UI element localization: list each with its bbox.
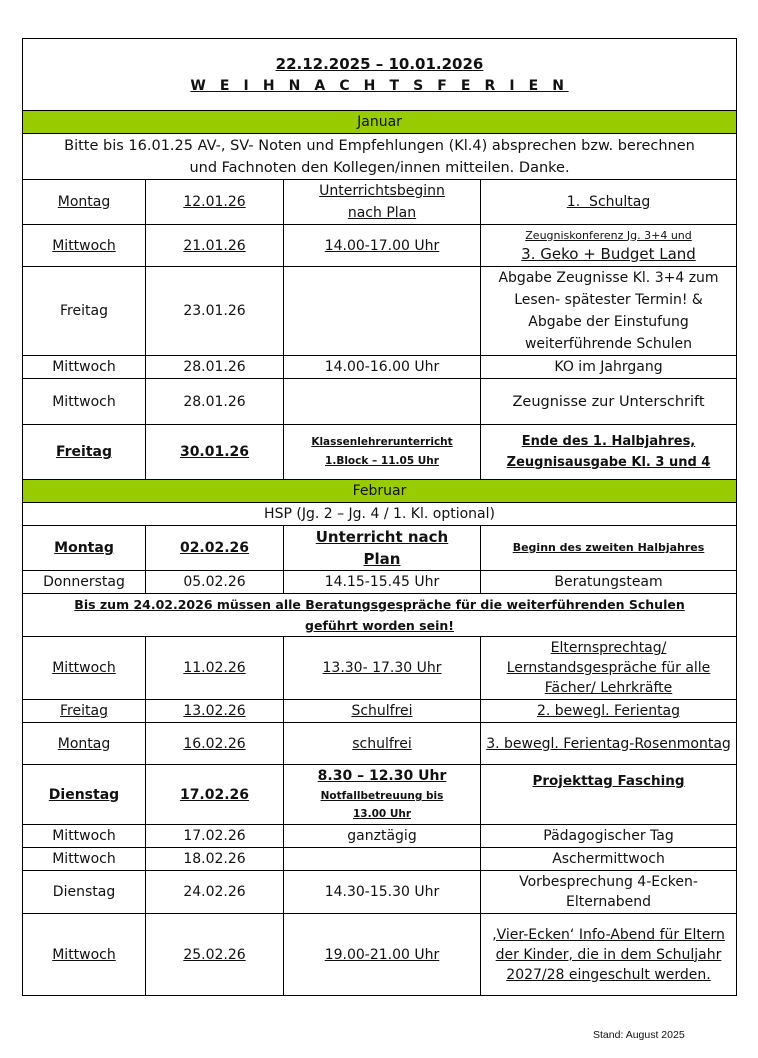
table-row	[23, 225, 737, 267]
table-row	[23, 425, 737, 480]
event-cell: Ende des 1. Halbjahres, Zeugnisausgabe Kl. 3 und 4	[481, 425, 737, 480]
date-cell: 16.02.26	[146, 723, 284, 765]
header-row	[23, 39, 737, 111]
time-line: Notfallbetreuung bis 13.00 Uhr	[320, 790, 444, 820]
event-cell	[481, 225, 737, 267]
february-note: HSP (Jg. 2 – Jg. 4 / 1. Kl. optional)	[23, 503, 737, 526]
table-row	[23, 356, 737, 379]
table-row	[23, 914, 737, 996]
holiday-title: W E I H N A C H T S F E R I E N	[190, 77, 569, 94]
time-line: 1.Block – 11.05 Uhr	[325, 455, 439, 467]
time-cell: 14.00-17.00 Uhr	[284, 225, 481, 267]
date-cell: 24.02.26	[146, 871, 284, 914]
time-cell	[284, 425, 481, 480]
month-row-february	[23, 480, 737, 503]
table-row	[23, 765, 737, 825]
time-cell: 14.15-15.45 Uhr	[284, 571, 481, 594]
day-cell: Montag	[23, 180, 146, 225]
date-cell: 17.02.26	[146, 825, 284, 848]
event-cell: 3. bewegl. Ferientag-Rosenmontag	[481, 723, 737, 765]
time-cell: 14.30-15.30 Uhr	[284, 871, 481, 914]
february-note-row	[23, 503, 737, 526]
event-cell: KO im Jahrgang	[481, 356, 737, 379]
table-row	[23, 379, 737, 425]
day-cell: Dienstag	[23, 765, 146, 825]
day-cell: Montag	[23, 526, 146, 571]
document-status: Stand: August 2025	[593, 1029, 685, 1041]
event-cell: Elternsprechtag/ Lernstandsgespräche für alle Fächer/ Lehrkräfte	[481, 637, 737, 700]
time-cell: 13.30- 17.30 Uhr	[284, 637, 481, 700]
table-row	[23, 637, 737, 700]
day-cell: Mittwoch	[23, 356, 146, 379]
date-cell: 23.01.26	[146, 267, 284, 356]
table-row	[23, 848, 737, 871]
table-row	[23, 723, 737, 765]
time-cell: Schulfrei	[284, 700, 481, 723]
month-label: Januar	[23, 111, 737, 134]
day-cell: Freitag	[23, 267, 146, 356]
date-cell: 30.01.26	[146, 425, 284, 480]
event-cell: Pädagogischer Tag	[481, 825, 737, 848]
time-cell: Unterricht nach Plan	[284, 526, 481, 571]
time-line: Klassenlehrerunterricht	[311, 436, 453, 448]
event-line: 3. Geko + Budget Land	[521, 244, 696, 263]
schedule-table	[22, 38, 737, 996]
event-cell: 1. Schultag	[481, 180, 737, 225]
date-cell: 02.02.26	[146, 526, 284, 571]
month-row-january	[23, 111, 737, 134]
month-label: Februar	[23, 480, 737, 503]
event-cell: Beginn des zweiten Halbjahres	[481, 526, 737, 571]
event-cell: Beratungsteam	[481, 571, 737, 594]
time-cell	[284, 267, 481, 356]
time-line: 8.30 – 12.30 Uhr	[317, 768, 447, 784]
day-cell: Mittwoch	[23, 225, 146, 267]
table-row	[23, 871, 737, 914]
header-cell	[23, 39, 737, 111]
date-cell: 11.02.26	[146, 637, 284, 700]
event-cell: Zeugnisse zur Unterschrift	[481, 379, 737, 425]
date-cell: 21.01.26	[146, 225, 284, 267]
time-cell	[284, 379, 481, 425]
time-cell: schulfrei	[284, 723, 481, 765]
date-cell: 05.02.26	[146, 571, 284, 594]
date-cell: 18.02.26	[146, 848, 284, 871]
date-cell: 28.01.26	[146, 356, 284, 379]
day-cell: Dienstag	[23, 871, 146, 914]
event-cell: ‚Vier-Ecken‘ Info-Abend für Eltern der Kinder, die in dem Schuljahr 2027/28 eingeschult werden.	[481, 914, 737, 996]
date-cell: 17.02.26	[146, 765, 284, 825]
day-cell: Mittwoch	[23, 848, 146, 871]
day-cell: Mittwoch	[23, 825, 146, 848]
time-cell	[284, 765, 481, 825]
day-cell: Mittwoch	[23, 637, 146, 700]
date-cell: 25.02.26	[146, 914, 284, 996]
table-row	[23, 526, 737, 571]
table-row	[23, 267, 737, 356]
consultation-notice: Bis zum 24.02.2026 müssen alle Beratungsgespräche für die weiterführenden Schulen geführt worden sein!	[23, 594, 737, 637]
event-cell: Vorbesprechung 4-Ecken-Elternabend	[481, 871, 737, 914]
time-cell	[284, 848, 481, 871]
table-row	[23, 180, 737, 225]
table-row	[23, 571, 737, 594]
time-cell: 14.00-16.00 Uhr	[284, 356, 481, 379]
day-cell: Montag	[23, 723, 146, 765]
january-note: Bitte bis 16.01.25 AV-, SV- Noten und Empfehlungen (Kl.4) absprechen bzw. berechnen und Fachnoten den Kollegen/innen mitteilen. Danke.	[23, 134, 737, 180]
event-cell: Projekttag Fasching	[481, 765, 737, 825]
time-cell: 19.00-21.00 Uhr	[284, 914, 481, 996]
day-cell: Donnerstag	[23, 571, 146, 594]
table-row	[23, 700, 737, 723]
event-cell: 2. bewegl. Ferientag	[481, 700, 737, 723]
holiday-date-range: 22.12.2025 – 10.01.2026	[275, 54, 484, 73]
january-note-row	[23, 134, 737, 180]
time-cell: Unterrichtsbeginn nach Plan	[284, 180, 481, 225]
day-cell: Freitag	[23, 425, 146, 480]
event-cell: Abgabe Zeugnisse Kl. 3+4 zum Lesen- spätester Termin! & Abgabe der Einstufung weiterführende Schulen	[481, 267, 737, 356]
notice-row	[23, 594, 737, 637]
date-cell: 12.01.26	[146, 180, 284, 225]
day-cell: Mittwoch	[23, 379, 146, 425]
date-cell: 13.02.26	[146, 700, 284, 723]
event-line: Zeugniskonferenz Jg. 3+4 und	[525, 228, 692, 242]
day-cell: Mittwoch	[23, 914, 146, 996]
table-row	[23, 825, 737, 848]
event-cell: Aschermittwoch	[481, 848, 737, 871]
date-cell: 28.01.26	[146, 379, 284, 425]
day-cell: Freitag	[23, 700, 146, 723]
time-cell: ganztägig	[284, 825, 481, 848]
